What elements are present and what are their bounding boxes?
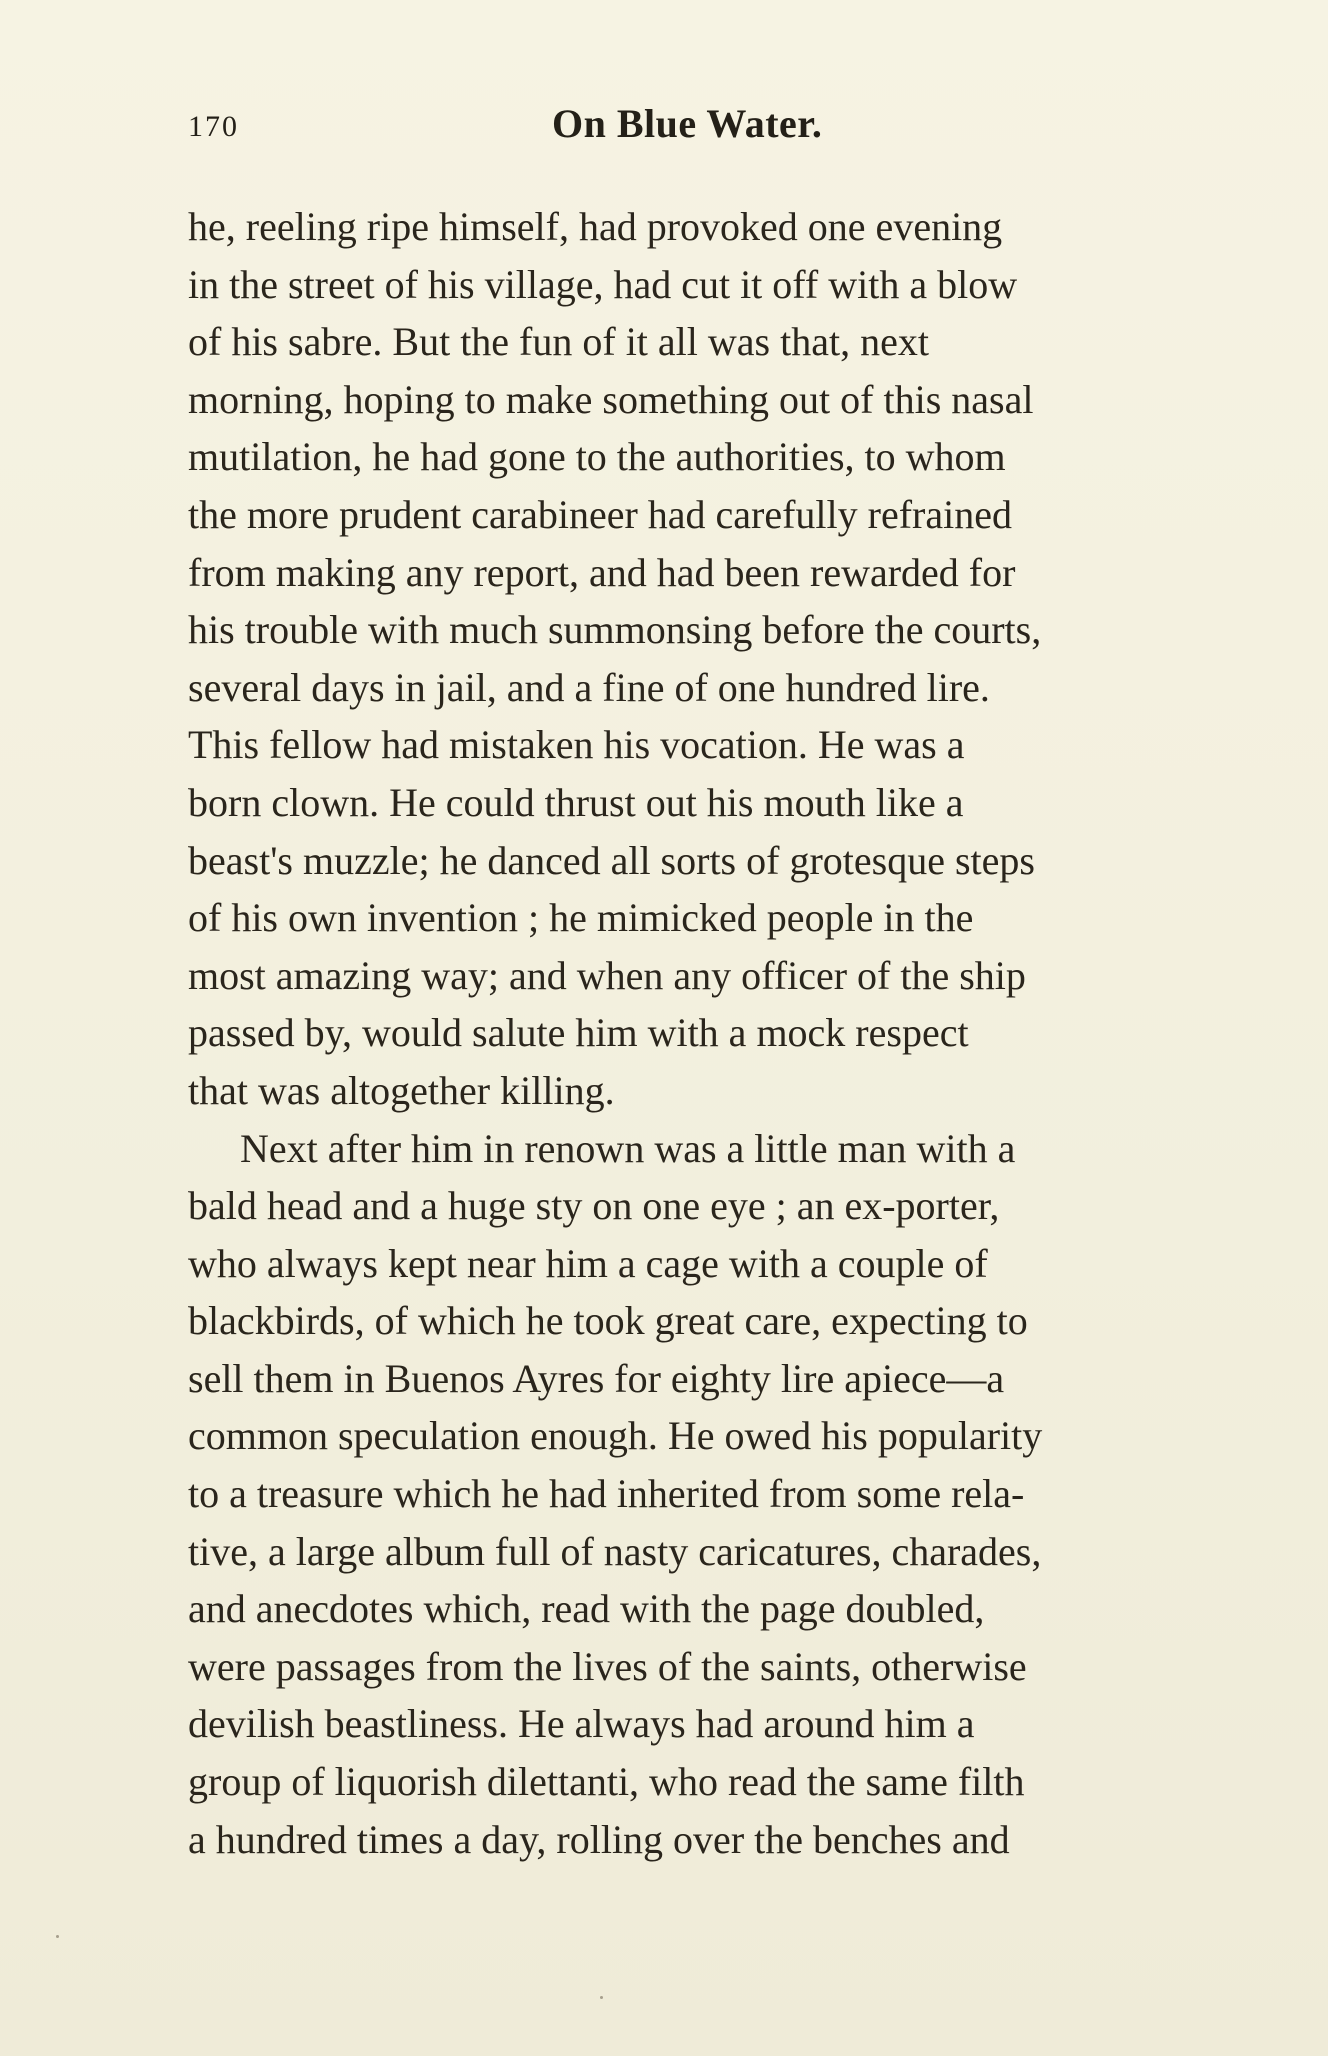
text-line: tive, a large album full of nasty caricatures, charades,: [188, 1528, 1042, 1574]
text-line: most amazing way; and when any officer of the ship: [188, 952, 1026, 998]
text-line: devilish beastliness. He always had around him a: [188, 1701, 975, 1747]
text-line: of his own invention ; he mimicked people in the: [188, 895, 974, 941]
text-line: he, reeling ripe himself, had provoked one evening: [188, 204, 1003, 249]
text-line: in the street of his village, had cut it off with a blow: [188, 261, 1018, 307]
running-title: On Blue Water.: [552, 101, 823, 146]
text-line: to a treasure which he had inherited from some rela-: [188, 1471, 1025, 1517]
text-line: and anecdotes which, read with the page doubled,: [188, 1586, 985, 1632]
text-line: group of liquorish dilettanti, who read the same filth: [188, 1759, 1025, 1805]
text-line: several days in jail, and a fine of one hundred lire.: [188, 664, 990, 710]
body-text: [188, 198, 1278, 1868]
text-line: the more prudent carabineer had carefully refrained: [188, 491, 1012, 537]
text-line: that was altogether killing.: [188, 1067, 615, 1113]
text-line: sell them in Buenos Ayres for eighty lire apiece—a: [188, 1355, 1005, 1401]
text-line: morning, hoping to make something out of this nasal: [188, 376, 1034, 422]
paragraph-start-line: Next after him in renown was a little man with a: [240, 1125, 1016, 1171]
text-line: common speculation enough. He owed his popularity: [188, 1413, 1043, 1459]
text-line: who always kept near him a cage with a couple of: [188, 1240, 988, 1286]
text-line: beast's muzzle; he danced all sorts of grotesque steps: [188, 837, 1035, 883]
text-line: blackbirds, of which he took great care, expecting to: [188, 1298, 1028, 1344]
text-line: a hundred times a day, rolling over the benches and: [188, 1816, 1010, 1862]
text-line: born clown. He could thrust out his mouth like a: [188, 779, 964, 825]
text-line: mutilation, he had gone to the authorities, to whom: [188, 434, 1006, 480]
text-line: from making any report, and had been rewarded for: [188, 549, 1016, 595]
text-line: were passages from the lives of the saints, otherwise: [188, 1643, 1027, 1689]
text-line: of his sabre. But the fun of it all was that, next: [188, 319, 929, 365]
text-line: This fellow had mistaken his vocation. He was a: [188, 722, 965, 768]
text-line: bald head and a huge sty on one eye ; an ex-porter,: [188, 1183, 1000, 1229]
text-line: passed by, would salute him with a mock respect: [188, 1010, 969, 1056]
paper-speck: [600, 1996, 603, 1999]
paper-speck: [56, 1935, 59, 1938]
page-number: 170: [188, 110, 239, 143]
page-header: [188, 96, 1268, 156]
text-line: his trouble with much summonsing before the courts,: [188, 607, 1042, 653]
